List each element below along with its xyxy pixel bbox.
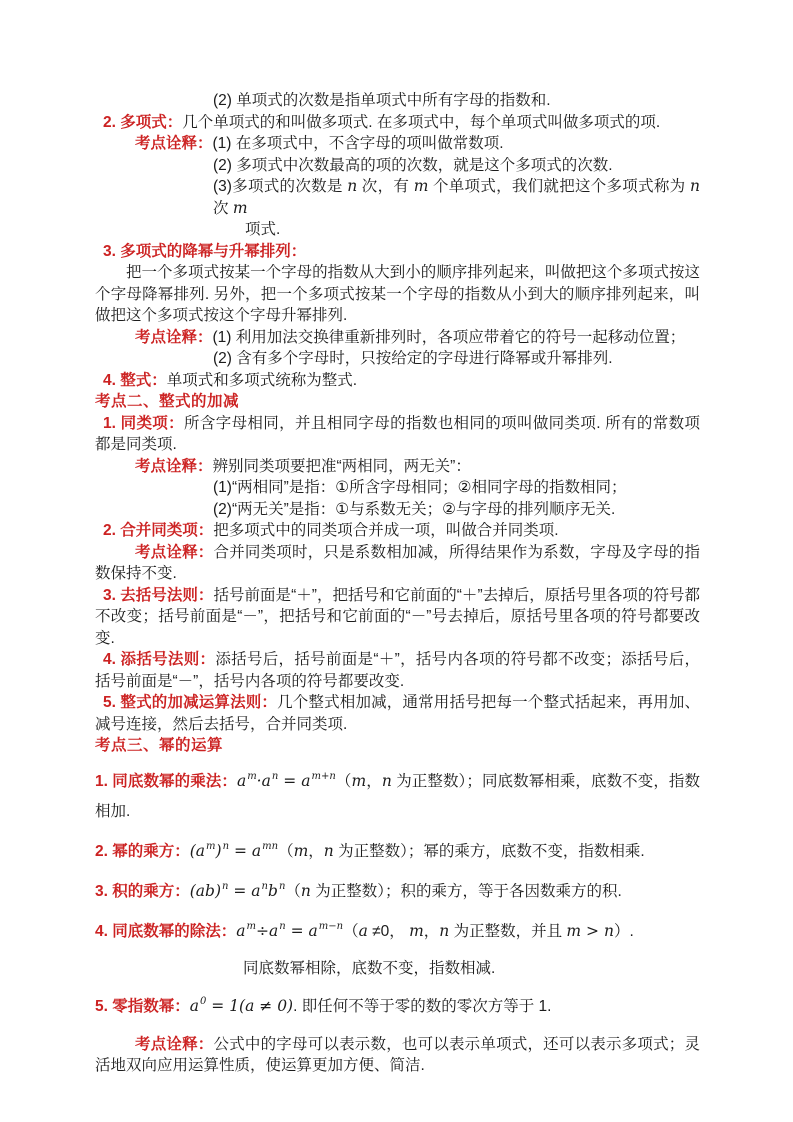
text-run: （	[278, 842, 294, 860]
topic-label: 2. 多项式：	[103, 113, 183, 131]
text-run: 为正整数）；同底数幂相乘，底数不变，指数相加.	[95, 772, 700, 820]
topic-label: 3. 积的乘方：	[95, 882, 190, 900]
text-run: 个单项式，我们就把这个多项式称为	[428, 178, 690, 195]
text-run: (1)“两相同”是指：①所含字母相同；②相同字母的指数相同；	[213, 479, 627, 496]
topic-label: 3. 去括号法则：	[103, 586, 214, 604]
topic-label: 考点诠释：	[135, 543, 214, 561]
paragraph	[95, 1034, 700, 1077]
paragraph	[95, 956, 700, 982]
paragraph	[95, 370, 700, 392]
text-run: （	[335, 772, 352, 790]
topic-label: 5. 零指数幂：	[95, 997, 190, 1015]
text-run: 所含字母相同，并且相同字母的指数也相同的项叫做同类项. 所有的常数项都是同类项.	[95, 414, 700, 453]
document-body	[95, 90, 700, 1077]
paragraph	[95, 456, 700, 478]
paragraph	[95, 735, 700, 757]
math-expression: $a^0 = 1(a \ne 0)$	[189, 996, 294, 1015]
topic-label: 5. 整式的加减运算法则：	[103, 694, 278, 711]
topic-label: 2. 合并同类项：	[103, 522, 214, 539]
text-run: (3)多项式的次数是	[213, 178, 348, 195]
text-run: 次	[213, 199, 233, 217]
text-run: 为正整数）；积的乘方，等于各因数乘方的积.	[310, 882, 622, 900]
text-run: 几个整式相加减，通常用括号把每一个整式括起来，再用加、减号连接，然后去括号，合并同类项.	[95, 694, 700, 733]
math-expression: n	[323, 841, 334, 860]
paragraph	[95, 520, 700, 542]
text-run: 添括号后，括号前面是“＋”，括号内各项的符号都不改变；添括号后，括号前面是“－”，括号内各项的符号都要改变.	[95, 651, 700, 690]
paragraph	[95, 241, 700, 263]
topic-label: 考点诠释：	[135, 1035, 214, 1053]
paragraph	[95, 262, 700, 327]
text-run: 项式.	[245, 221, 281, 238]
paragraph	[95, 542, 700, 585]
math-expression: m > n	[566, 921, 614, 940]
math-expression: n	[300, 881, 311, 900]
text-run: 同底数幂相除，底数不变，指数相减.	[243, 959, 496, 977]
math-expression: n	[439, 921, 450, 940]
math-expression: n	[690, 177, 700, 195]
paragraph	[95, 413, 700, 456]
topic-label: 2. 幂的乘方：	[95, 842, 190, 860]
paragraph	[95, 991, 700, 1022]
math-expression: m	[232, 198, 248, 217]
math-expression: n	[347, 177, 358, 195]
paragraph	[95, 155, 700, 177]
paragraph	[95, 649, 700, 692]
topic-label: 4. 同底数幂的除法：	[95, 922, 237, 940]
topic-label: 考点诠释：	[135, 328, 213, 346]
math-expression: $(ab)^n = a^nb^n$	[189, 881, 286, 900]
topic-label: 考点诠释：	[135, 135, 213, 152]
text-run: （	[285, 882, 301, 900]
paragraph	[95, 692, 700, 735]
paragraph	[95, 836, 700, 867]
math-expression: m	[409, 921, 424, 940]
text-run: 几个单项式的和叫做多项式. 在多项式中，每个单项式叫做多项式的项.	[182, 113, 661, 131]
paragraph	[95, 391, 700, 413]
topic-label: 4. 整式：	[103, 371, 167, 389]
math-expression: m	[351, 771, 367, 790]
topic-label: 4. 添括号法则：	[103, 651, 216, 668]
paragraph	[95, 766, 700, 827]
paragraph	[95, 348, 700, 370]
text-run: 辨别同类项要把准“两相同，两无关”：	[212, 457, 471, 475]
topic-label: 考点三、幂的运算	[95, 737, 224, 754]
text-run: 把一个多项式按某一个字母的指数从大到小的顺序排列起来，叫做把这个多项式按这个字母降幂排列. 另外，把一个多项式按某一个字母的指数从小到大的顺序排列起来，叫做把这个多项式按这个字母升幂排列.	[95, 264, 700, 324]
text-run: . 即任何不等于零的数的零次方等于 1.	[293, 997, 552, 1015]
math-expression: a	[358, 921, 368, 940]
paragraph	[95, 477, 700, 499]
paragraph	[95, 876, 700, 907]
text-run: 把多项式中的同类项合并成一项，叫做合并同类项.	[213, 522, 559, 539]
text-run: ≠0，	[367, 922, 410, 940]
math-expression: $a^m\cdot a^n = a^{m+n}$	[236, 771, 336, 790]
text-run: (2) 多项式中次数最高的项的次数，就是这个多项式的次数.	[213, 156, 613, 174]
text-run: （	[343, 922, 359, 940]
topic-label: 1. 同底数幂的乘法：	[95, 772, 237, 790]
text-run: 为正整数，并且	[449, 922, 567, 940]
text-run: 合并同类项时，只是系数相加减，所得结果作为系数，字母及字母的指数保持不变.	[95, 543, 700, 582]
paragraph	[95, 219, 700, 241]
paragraph	[95, 916, 700, 947]
paragraph	[95, 585, 700, 650]
paragraph	[95, 176, 700, 219]
topic-label: 考点诠释：	[135, 457, 213, 475]
topic-label: 1. 同类项：	[103, 414, 185, 432]
text-run: (1) 在多项式中，不含字母的项叫做常数项.	[212, 135, 504, 152]
math-expression: $a^m\div a^n = a^{m-n}$	[236, 921, 344, 940]
paragraph	[95, 133, 700, 155]
text-run: (2)“两无关”是指：①与系数无关；②与字母的排列顺序无关.	[213, 500, 616, 518]
text-run: 公式中的字母可以表示数，也可以表示单项式，还可以表示多项式；灵活地双向应用运算性质，使运算更加方便、简洁.	[95, 1035, 700, 1074]
text-run: 次，有	[357, 178, 414, 195]
paragraph	[95, 499, 700, 521]
paragraph	[95, 112, 700, 134]
paragraph	[95, 327, 700, 349]
text-run: 单项式和多项式统称为整式.	[166, 371, 358, 389]
text-run: (1) 利用加法交换律重新排列时，各项应带着它的符号一起移动位置；	[212, 328, 686, 346]
text-run: ，	[308, 842, 324, 860]
topic-label: 3. 多项式的降幂与升幂排列：	[103, 242, 307, 260]
text-run: ）.	[613, 922, 634, 940]
paragraph	[95, 90, 700, 112]
math-expression: m	[293, 841, 309, 860]
math-expression: $(a^m)^n = a^{mn}$	[189, 841, 279, 860]
text-run: (2) 单项式的次数是指单项式中所有字母的指数和.	[213, 92, 551, 109]
math-expression: n	[381, 771, 392, 790]
text-run: 括号前面是“＋”，把括号和它前面的“＋”去掉后，原括号里各项的符号都不改变；括号前面是“－”，把括号和它前面的“－”号去掉后，原括号里各项的符号都要改变.	[95, 586, 701, 647]
text-run: 为正整数）；幂的乘方，底数不变，指数相乘.	[333, 842, 645, 860]
text-run: (2) 含有多个字母时，只按给定的字母进行降幂或升幂排列.	[213, 350, 613, 367]
text-run: ，	[366, 772, 382, 790]
topic-label: 考点二、整式的加减	[95, 393, 240, 410]
text-run: ，	[423, 922, 440, 940]
math-expression: m	[413, 177, 429, 195]
